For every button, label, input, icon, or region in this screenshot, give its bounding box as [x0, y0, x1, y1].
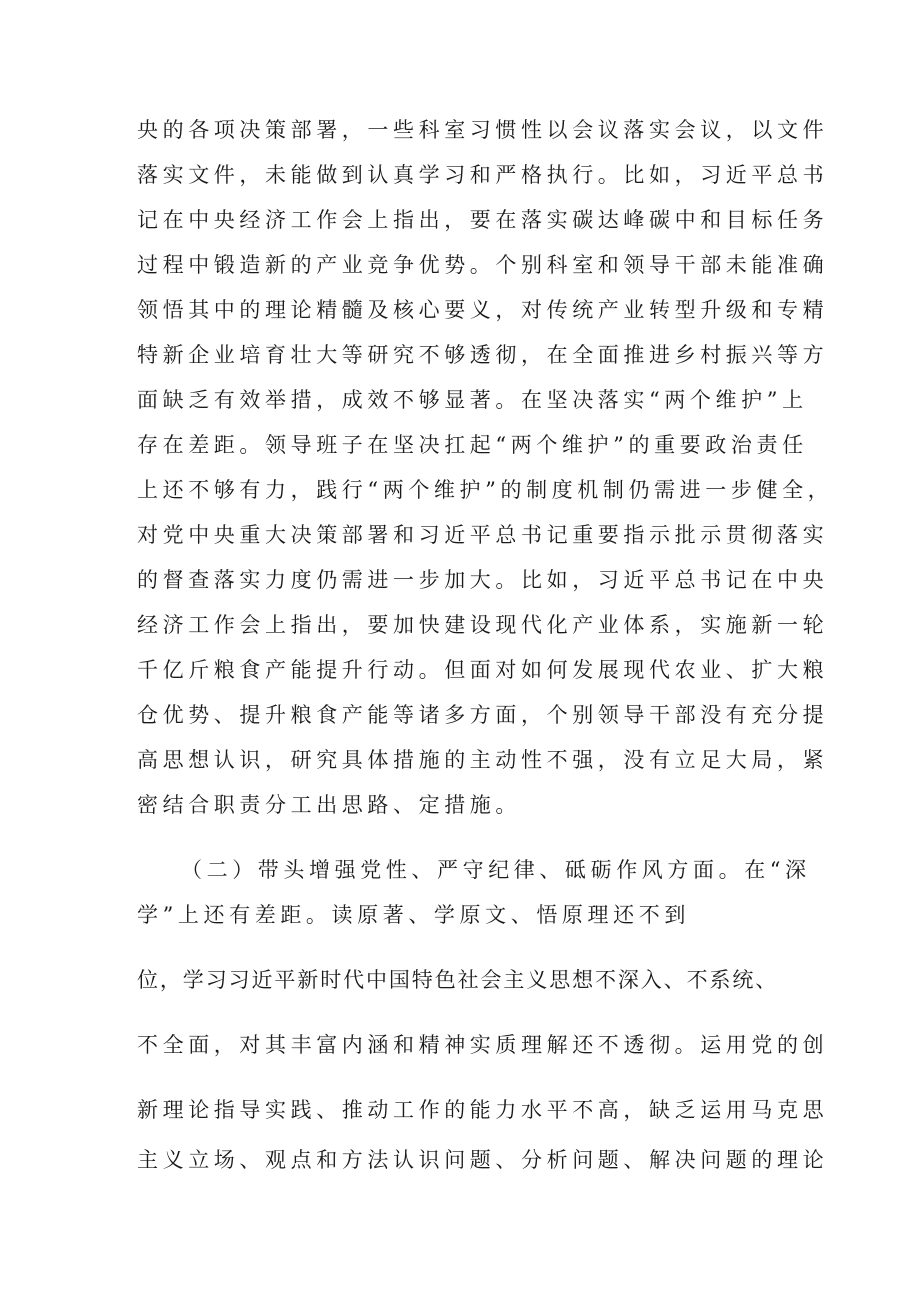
body-text-line: 不全面，对其丰富内涵和精神实质理解还不透彻。运用党的创	[137, 1033, 829, 1057]
body-text-line: 主义立场、观点和方法认识问题、分析问题、解决问题的理论	[137, 1148, 829, 1172]
body-text-line: 经济工作会上指出，要加快建设现代化产业体系，实施新一轮	[137, 613, 829, 637]
body-text-line: 学”上还有差距。读原著、学原文、悟原理还不到	[137, 903, 690, 927]
body-text-line: 面缺乏有效举措，成效不够显著。在坚决落实“两个维护”上	[137, 388, 808, 412]
section-heading-line: （二）带头增强党性、严守纪律、砥砺作风方面。在“深	[181, 858, 811, 882]
body-text-line: 新理论指导实践、推动工作的能力水平不高，缺乏运用马克思	[137, 1098, 829, 1122]
body-text-line: 记在中央经济工作会上指出，要在落实碳达峰碳中和目标任务	[137, 208, 829, 232]
body-text-line: 的督查落实力度仍需进一步加大。比如，习近平总书记在中央	[137, 568, 829, 592]
body-text-line: 对党中央重大决策部署和习近平总书记重要指示批示贯彻落实	[137, 523, 829, 547]
body-text-line: 领悟其中的理论精髓及核心要义，对传统产业转型升级和专精	[137, 298, 829, 322]
body-text-line: 特新企业培育壮大等研究不够透彻，在全面推进乡村振兴等方	[137, 343, 829, 367]
body-text-line: 存在差距。领导班子在坚决扛起“两个维护”的重要政治责任	[137, 433, 808, 457]
body-text-line: 过程中锻造新的产业竞争优势。个别科室和领导干部未能准确	[137, 253, 829, 277]
body-text-line: 仓优势、提升粮食产能等诸多方面，个别领导干部没有充分提	[137, 703, 829, 727]
body-text-line: 千亿斤粮食产能提升行动。但面对如何发展现代农业、扩大粮	[137, 658, 829, 682]
body-text-line: 上还不够有力，践行“两个维护”的制度机制仍需进一步健全，	[137, 478, 834, 502]
body-text-line: 密结合职责分工出思路、定措施。	[137, 793, 521, 817]
body-text-line: 位，学习习近平新时代中国特色社会主义思想不深入、不系统、	[137, 968, 779, 992]
body-text-line: 落实文件，未能做到认真学习和严格执行。比如，习近平总书	[137, 163, 829, 187]
body-text-line: 高思想认识，研究具体措施的主动性不强，没有立足大局，紧	[137, 748, 829, 772]
body-text-line: 央的各项决策部署，一些科室习惯性以会议落实会议，以文件	[137, 118, 829, 142]
